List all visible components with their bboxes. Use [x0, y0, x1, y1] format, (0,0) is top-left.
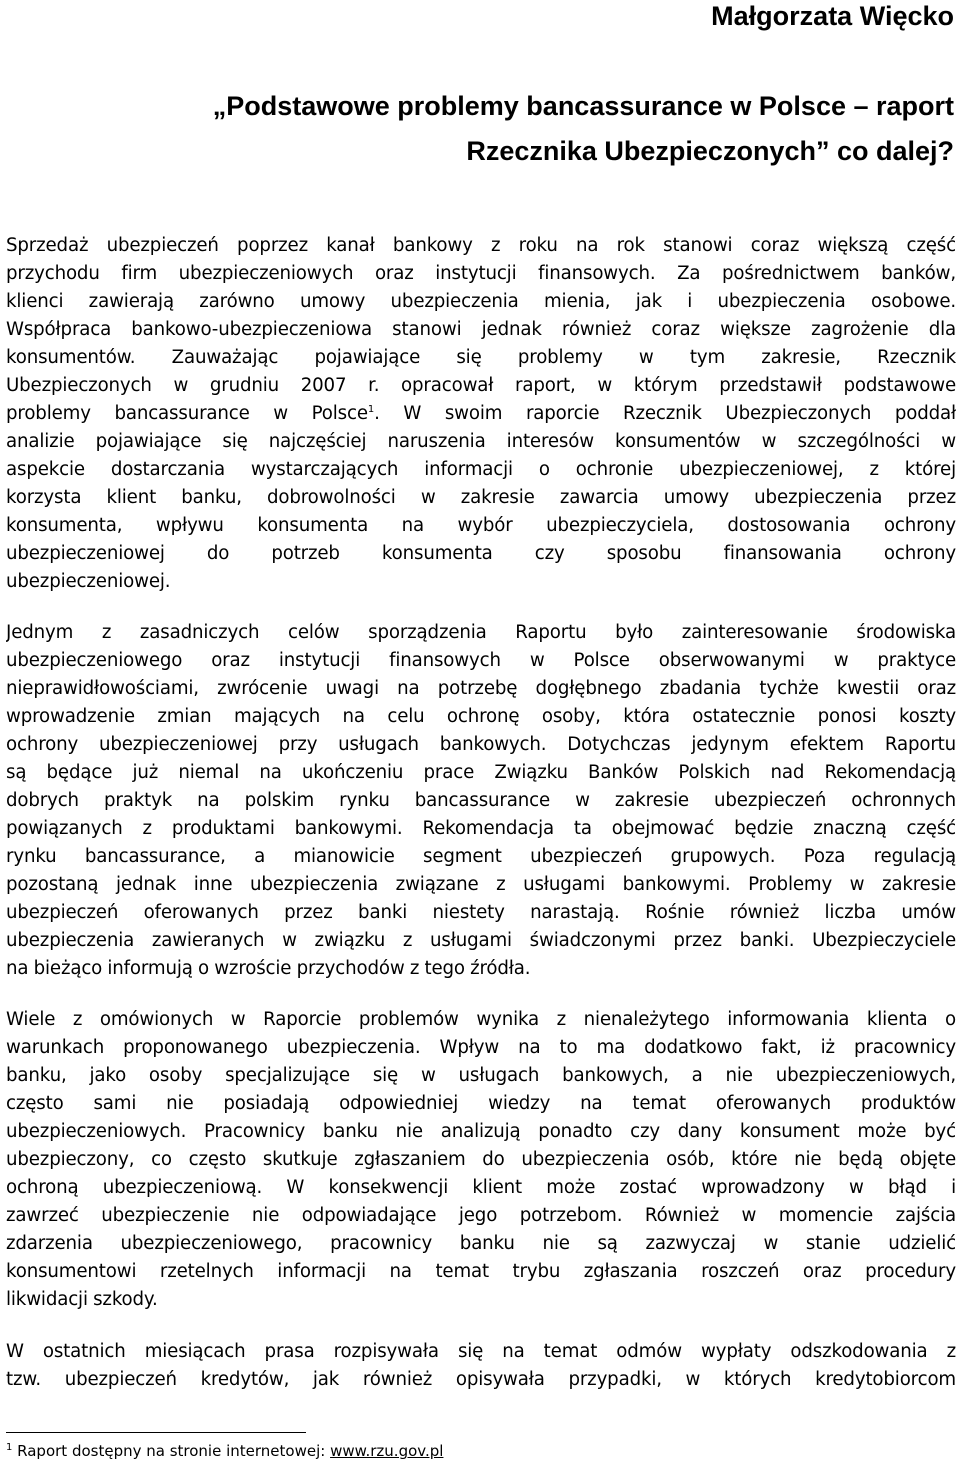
text-line: zawrzeć ubezpieczenie nie odpowiadające jego potrzebom. Również w momencie zajścia	[6, 1205, 956, 1226]
paragraph-2	[6, 619, 956, 983]
text-line: Współpraca bankowo-ubezpieczeniowa stanowi jednak również coraz większe zagrożenie dla	[6, 319, 956, 340]
text-line: ochroną ubezpieczeniową. W konsekwencji klient może zostać wprowadzony w błąd i	[6, 1177, 956, 1198]
text-line: nieprawidłowościami, zwrócenie uwagi na potrzebę dogłębnego zbadania tychże kwestii oraz	[6, 678, 956, 699]
text-line: Jednym z zasadniczych celów sporządzenia Raportu było zainteresowanie środowiska	[6, 622, 956, 643]
text-line: ubezpieczeniowej.	[6, 571, 171, 592]
text-segment: . W swoim raporcie Rzecznik Ubezpieczonych poddał	[374, 403, 956, 424]
text-line: likwidacji szkody.	[6, 1289, 158, 1310]
title-line-1: „Podstawowe problemy bancassurance w Polsce – raport	[212, 91, 954, 121]
text-line: konsumentów. Zauważając pojawiające się problemy w tym zakresie, Rzecznik	[6, 347, 956, 368]
text-segment: problemy bancassurance w Polsce	[6, 403, 368, 424]
text-line: ubezpieczeniowego oraz instytucji finansowych w Polsce obserwowanymi w praktyce	[6, 650, 956, 671]
text-line: przychodu firm ubezpieczeniowych oraz instytucji finansowych. Za pośrednictwem banków,	[6, 263, 956, 284]
paragraph-4	[6, 1338, 956, 1394]
text-line: konsumenta, wpływu konsumenta na wybór ubezpieczyciela, dostosowania ochrony	[6, 515, 956, 536]
footnote-separator	[6, 1432, 306, 1433]
title-line-2: Rzecznika Ubezpieczonych” co dalej?	[466, 136, 954, 166]
text-line: ubezpieczeniowej do potrzeb konsumenta czy sposobu finansowania ochrony	[6, 543, 956, 564]
text-line: ubezpieczony, co często skutkuje zgłaszaniem do ubezpieczenia osób, które nie będą objęte	[6, 1149, 956, 1170]
text-line: Wiele z omówionych w Raporcie problemów wynika z nienależytego informowania klienta o	[6, 1009, 956, 1030]
text-line: konsumentowi rzetelnych informacji na temat trybu zgłaszania roszczeń oraz procedury	[6, 1261, 956, 1282]
text-line: korzysta klient banku, dobrowolności w zakresie zawarcia umowy ubezpieczenia przez	[6, 487, 956, 508]
paragraph-1	[6, 232, 956, 596]
text-line: ubezpieczenia zawieranych w związku z usługami świadczonymi przez banki. Ubezpieczyciele	[6, 930, 956, 951]
text-line: analizie pojawiające się najczęściej naruszenia interesów konsumentów w szczególności w	[6, 431, 956, 452]
paragraph-3	[6, 1006, 956, 1314]
text-line: zdarzenia ubezpieczeniowego, pracownicy banku nie są zazwyczaj w stanie udzielić	[6, 1233, 956, 1254]
text-line: rynku bancassurance, a mianowicie segment ubezpieczeń grupowych. Poza regulacją	[6, 846, 956, 867]
footnote-reference[interactable]: 1	[367, 403, 375, 415]
footnote	[6, 1440, 443, 1462]
text-line: często sami nie posiadają odpowiedniej wiedzy na temat oferowanych produktów	[6, 1093, 956, 1114]
text-line: Ubezpieczonych w grudniu 2007 r. opracował raport, w którym przedstawił podstawowe	[6, 375, 956, 396]
text-line: klienci zawierają zarówno umowy ubezpieczenia mienia, jak i ubezpieczenia osobowe.	[6, 291, 956, 312]
text-line: warunkach proponowanego ubezpieczenia. Wpływ na to ma dodatkowo fakt, iż pracownicy	[6, 1037, 956, 1058]
text-line: ochrony ubezpieczeniowej przy usługach bankowych. Dotychczas jedynym efektem Raportu	[6, 734, 956, 755]
text-line: dobrych praktyk na polskim rynku bancassurance w zakresie ubezpieczeń ochronnych	[6, 790, 956, 811]
document-title	[94, 84, 954, 174]
text-line: są będące już niemal na ukończeniu prace Związku Banków Polskich nad Rekomendacją	[6, 762, 956, 783]
text-line: wprowadzenie zmian mających na celu ochronę osoby, która ostatecznie ponosi koszty	[6, 706, 956, 727]
footnote-link[interactable]: www.rzu.gov.pl	[330, 1442, 444, 1460]
text-line: tzw. ubezpieczeń kredytów, jak również opisywała przypadki, w których kredytobiorcom	[6, 1369, 956, 1390]
text-line: powiązanych z produktami bankowymi. Rekomendacja ta obejmować będzie znaczną część	[6, 818, 956, 839]
text-line: Sprzedaż ubezpieczeń poprzez kanał bankowy z roku na rok stanowi coraz większą część	[6, 235, 956, 256]
footnote-mark: 1	[6, 1442, 13, 1453]
text-line: ubezpieczeniowych. Pracownicy banku nie analizują ponadto czy dany konsument może być	[6, 1121, 956, 1142]
text-line-with-footnote	[6, 400, 956, 428]
text-line: na bieżąco informują o wzroście przychodów z tego źródła.	[6, 958, 531, 979]
text-line: pozostaną jednak inne ubezpieczenia związane z usługami bankowymi. Problemy w zakresie	[6, 874, 956, 895]
text-line: W ostatnich miesiącach prasa rozpisywała się na temat odmów wypłaty odszkodowania z	[6, 1341, 956, 1362]
text-line: aspekcie dostarczania wystarczających informacji o ochronie ubezpieczeniowej, z której	[6, 459, 956, 480]
footnote-text: Raport dostępny na stronie internetowej:	[12, 1442, 331, 1460]
text-line: ubezpieczeń oferowanych przez banki niestety narastają. Rośnie również liczba umów	[6, 902, 956, 923]
text-line: banku, jako osoby specjalizujące się w usługach bankowych, a nie ubezpieczeniowych,	[6, 1065, 956, 1086]
author-name: Małgorzata Więcko	[711, 1, 954, 31]
